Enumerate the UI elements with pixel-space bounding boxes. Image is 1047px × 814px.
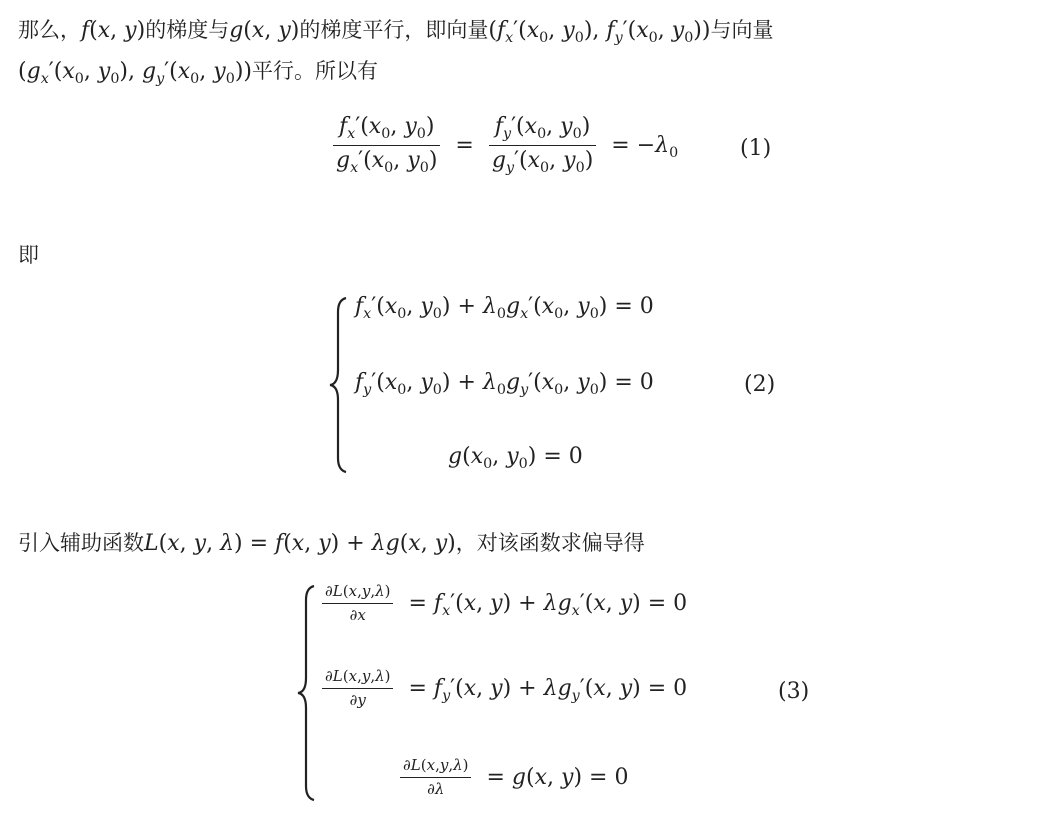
intro-seg-b: ，对该函数求偏导得 xyxy=(455,531,645,555)
eq3-left-brace xyxy=(296,584,318,802)
math-vector-f: ($f_x'(x_0$, $y_0$), $f_y'(x_0$, $y_0$)) xyxy=(488,18,711,46)
equation-number-2: (2) xyxy=(744,372,776,397)
paragraph-seg4: 与向量 xyxy=(710,18,774,42)
paragraph-line-2 xyxy=(18,61,378,86)
eq1-fraction-left: $\frac{f_x'(x_0, y_0)}{g_x'(x_0, y_0)}$ xyxy=(333,116,440,176)
equation-number-3: (3) xyxy=(778,679,810,704)
eq2-row-2: $f_y'(x_0$, $y_0) + \lambda_0g_y'(x_0$, $y_0) = 0$ xyxy=(355,370,654,398)
eq3-row-3: $\frac{\partial L(x,y,\lambda)}{\partial\lambda}$ = g(x, y) = 0 xyxy=(400,758,628,797)
eq3-row-3-fraction: $\frac{\partial L(x,y,\lambda)}{\partial\lambda}$ xyxy=(400,758,471,797)
math-f-xy: f(x, y) xyxy=(81,18,146,43)
paragraph-seg5: 平行。所以有 xyxy=(252,59,378,83)
intro-line xyxy=(18,533,645,555)
equation-number-1: (1) xyxy=(740,136,772,161)
math-g-xy: g(x, y) xyxy=(229,18,300,43)
eq2-row-1: $f_x'(x_0$, $y_0) + \lambda_0g_x'(x_0$, $y_0) = 0$ xyxy=(355,294,654,322)
eq3-row-1: $\frac{\partial L(x,y,\lambda)}{\partial x}$ = $f_x'(x$, $y) + \lambda g_x'(x$, y) = 0 xyxy=(322,584,687,623)
eq3-row-2: $\frac{\partial L(x,y,\lambda)}{\partial y}$ = $f_y'(x$, $y) + \lambda g_y'(x$, y) = 0 xyxy=(322,669,687,708)
eq3-row-1-fraction: $\frac{\partial L(x,y,\lambda)}{\partial x}$ xyxy=(322,584,393,623)
equation-1: $\frac{f_x'(x_0, y_0)}{g_x'(x_0, y_0)}$ = $\frac{f_y'(x_0, y_0)}{g_y'(x_0, y_0)}$ = $-\lambda_0$ xyxy=(333,116,678,176)
eq2-left-brace xyxy=(328,296,350,474)
label-ji: 即 xyxy=(18,243,39,267)
eq1-fraction-right: $\frac{f_y'(x_0, y_0)}{g_y'(x_0, y_0)}$ xyxy=(489,116,596,176)
paragraph-line-1 xyxy=(18,20,773,45)
paragraph-seg3: 的梯度平行，即向量 xyxy=(299,18,489,42)
math-vector-g: ($g_x'(x_0$, $y_0$), $g_y'(x_0$, $y_0$)) xyxy=(18,59,252,87)
eq3-row-2-fraction: $\frac{\partial L(x,y,\lambda)}{\partial y}$ xyxy=(322,669,393,708)
eq2-row-3: $g(x_0$, $y_0) = 0$ xyxy=(448,444,583,472)
paragraph-seg1: 那么， xyxy=(18,18,81,42)
intro-seg-a: 引入辅助函数 xyxy=(18,531,144,555)
math-lagrangian: L(x, y, λ) = f(x, y) + λg(x, y) xyxy=(144,531,456,556)
paragraph-seg2: 的梯度与 xyxy=(145,18,230,42)
